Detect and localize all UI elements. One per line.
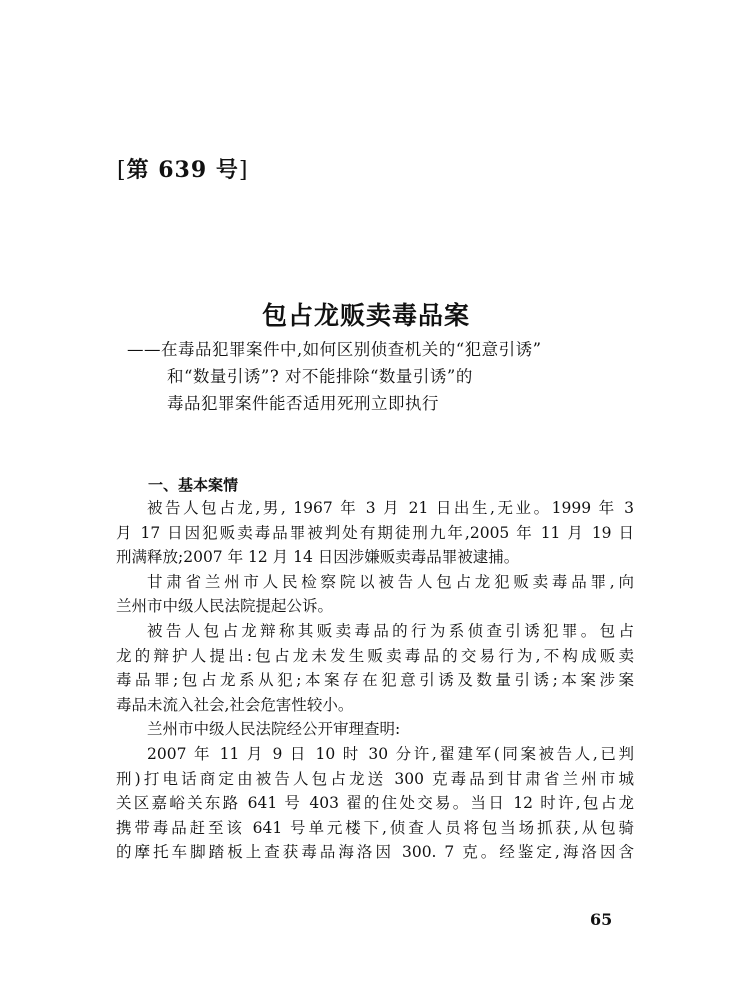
body-line: 月 17 日因犯贩卖毒品罪被判处有期徒刑九年,2005 年 11 月 19 日	[116, 523, 634, 542]
body-line: 龙的辩护人提出:包占龙未发生贩卖毒品的交易行为,不构成贩卖	[116, 646, 634, 665]
body-line: 刑)打电话商定由被告人包占龙送 300 克毒品到甘肃省兰州市城	[116, 769, 634, 788]
body-line: 携带毒品赶至该 641 号单元楼下,侦查人员将包当场抓获,从包骑	[116, 818, 634, 837]
body-line: 的摩托车脚踏板上查获毒品海洛因 300. 7 克。经鉴定,海洛因含	[116, 843, 634, 862]
subtitle-line: ——在毒品犯罪案件中,如何区别侦查机关的“犯意引诱”	[127, 340, 542, 359]
body-text	[116, 496, 634, 865]
bracket-close: ]	[238, 158, 249, 183]
body-line: 甘肃省兰州市人民检察院以被告人包占龙犯贩卖毒品罪,向	[147, 572, 634, 591]
case-title: 包占龙贩卖毒品案	[261, 301, 470, 330]
case-number	[117, 153, 248, 184]
body-line: 刑满释放;2007 年 12 月 14 日因涉嫌贩卖毒品罪被逮捕。	[116, 548, 520, 567]
body-line: 毒品未流入社会,社会危害性较小。	[116, 695, 354, 714]
body-line: 兰州市中级人民法院经公开审理查明:	[147, 720, 401, 739]
subtitle-line: 和“数量引诱”? 对不能排除“数量引诱”的	[167, 367, 473, 386]
bracket-open: [	[117, 158, 127, 183]
case-subtitle	[127, 336, 542, 417]
body-line: 2007 年 11 月 9 日 10 时 30 分许,翟建军(同案被告人,已判	[147, 744, 634, 763]
body-line: 毒品罪;包占龙系从犯;本案存在犯意引诱及数量引诱;本案涉案	[116, 671, 634, 690]
body-line: 关区嘉峪关东路 641 号 403 翟的住处交易。当日 12 时许,包占龙	[116, 794, 634, 813]
body-line: 被告人包占龙辩称其贩卖毒品的行为系侦查引诱犯罪。包占	[147, 621, 634, 640]
body-line: 兰州市中级人民法院提起公诉。	[116, 597, 334, 616]
subtitle-line: 毒品犯罪案件能否适用死刑立即执行	[167, 394, 439, 413]
body-line: 被告人包占龙,男, 1967 年 3 月 21 日出生,无业。1999 年 3	[147, 499, 634, 517]
section-heading: 一、基本案情	[148, 476, 239, 494]
page-number: 65	[590, 910, 613, 929]
case-number-text: 第 639 号	[126, 157, 239, 183]
